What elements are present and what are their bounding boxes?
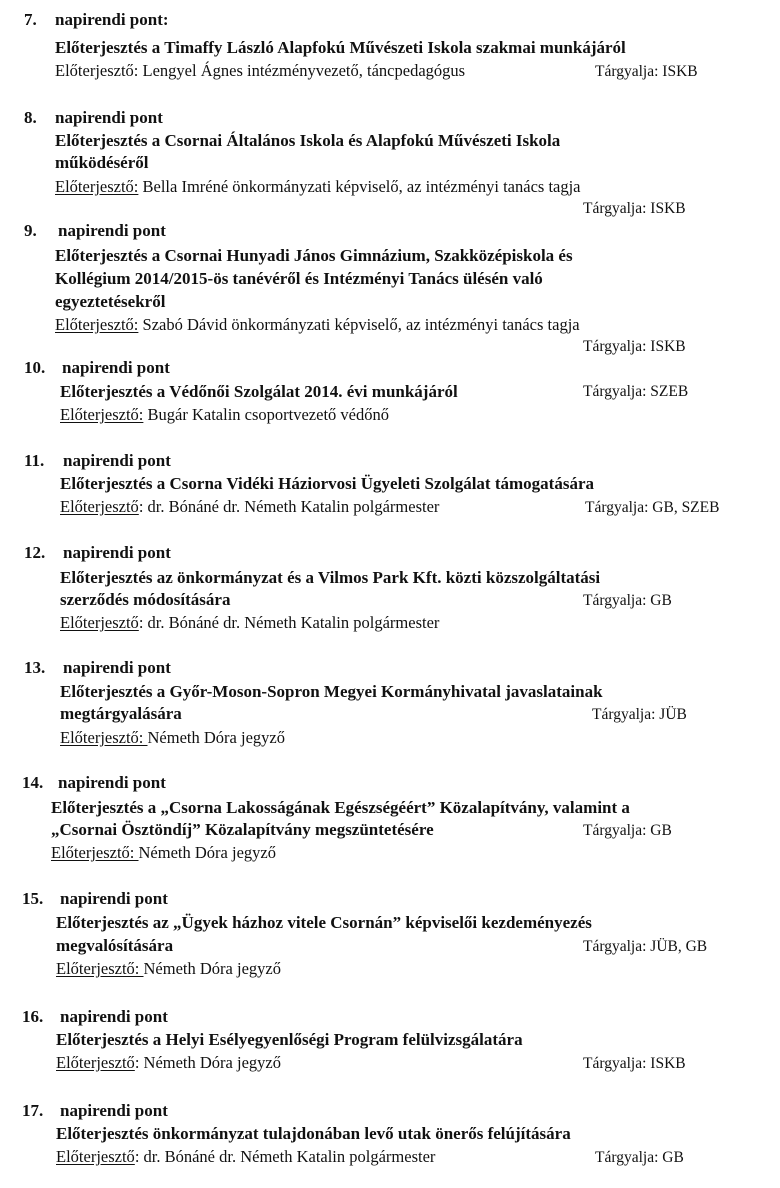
presenter-name: Bugár Katalin csoportvezető védőnő (143, 405, 389, 424)
presenter-name: Lengyel Ágnes intézményvezető, táncpedagógus (138, 61, 466, 80)
item-title-line: Előterjesztés az önkormányzat és a Vilmos Park Kft. közti közszolgáltatási (60, 568, 601, 587)
targyalja: Tárgyalja: GB (583, 822, 672, 839)
item-title-line: szerződés módosítására (60, 590, 231, 609)
presenter-label: Előterjesztő (56, 1053, 135, 1072)
item-heading: napirendi pont (60, 889, 168, 908)
item-heading: napirendi pont (60, 1007, 168, 1026)
item-heading: napirendi pont (63, 451, 171, 470)
presenter-name: Németh Dóra jegyző (138, 843, 276, 862)
presenter (60, 405, 389, 425)
item-number: 7. (24, 10, 37, 29)
item-title-line: Előterjesztés a Győr-Moson-Sopron Megyei Kormányhivatal javaslatainak (60, 682, 603, 701)
presenter (55, 177, 581, 197)
presenter (56, 1147, 435, 1167)
targyalja: Tárgyalja: GB (595, 1149, 684, 1166)
presenter-name: : dr. Bónáné dr. Németh Katalin polgármester (134, 1147, 436, 1166)
item-heading: napirendi pont (60, 1101, 168, 1120)
presenter-label: Előterjesztő: (55, 177, 139, 196)
item-title-line: Előterjesztés a Csornai Hunyadi János Gimnázium, Szakközépiskola és (55, 246, 573, 265)
presenter-label: Előterjesztő: (60, 405, 144, 424)
item-title-line: megtárgyalására (60, 704, 182, 723)
item-title-line: Előterjesztés a Csornai Általános Iskola és Alapfokú Művészeti Iskola (55, 131, 561, 150)
item-number: 10. (24, 358, 46, 377)
targyalja: Tárgyalja: GB, SZEB (585, 499, 720, 516)
item-title-line: Előterjesztés a Csorna Vidéki Háziorvosi Ügyeleti Szolgálat támogatására (60, 474, 594, 493)
item-number: 11. (24, 451, 45, 470)
targyalja: Tárgyalja: SZEB (583, 383, 689, 400)
targyalja: Tárgyalja: ISKB (583, 338, 686, 355)
presenter (56, 1053, 281, 1073)
presenter-label: Előterjesztő: (51, 843, 139, 862)
targyalja: Tárgyalja: GB (583, 592, 672, 609)
item-number: 9. (24, 221, 37, 240)
item-title-line: működéséről (55, 153, 149, 172)
presenter-name: : dr. Bónáné dr. Németh Katalin polgármester (138, 613, 440, 632)
item-heading: napirendi pont (63, 543, 171, 562)
presenter (55, 61, 465, 81)
presenter (51, 843, 276, 863)
targyalja: Tárgyalja: ISKB (583, 1055, 686, 1072)
item-heading: napirendi pont (58, 773, 166, 792)
item-heading: napirendi pont (58, 221, 166, 240)
item-title-line: Előterjesztés önkormányzat tulajdonában levő utak önerős felújítására (56, 1124, 571, 1143)
item-number: 14. (22, 773, 44, 792)
presenter (60, 497, 439, 517)
item-title-line: „Csornai Ösztöndíj” Közalapítvány megszüntetésére (51, 820, 434, 839)
presenter-label: Előterjesztő (60, 497, 139, 516)
presenter-label: Előterjesztő: (55, 315, 139, 334)
presenter-name: Németh Dóra jegyző (147, 728, 285, 747)
item-number: 16. (22, 1007, 44, 1026)
presenter-label: Előterjesztő (56, 1147, 135, 1166)
item-title-line: megvalósítására (56, 936, 174, 955)
item-title-line: Kollégium 2014/2015-ös tanévéről és Intézményi Tanács ülésén való (55, 269, 543, 288)
presenter-label: Előterjesztő (60, 613, 139, 632)
item-heading: napirendi pont (55, 108, 163, 127)
presenter (60, 728, 285, 748)
item-heading: napirendi pont (62, 358, 170, 377)
presenter-label: Előterjesztő: (56, 959, 144, 978)
targyalja: Tárgyalja: JÜB, GB (583, 938, 708, 955)
presenter-name: : dr. Bónáné dr. Németh Katalin polgármester (138, 497, 440, 516)
item-heading: napirendi pont: (55, 10, 169, 29)
presenter-label: Előterjesztő: (60, 728, 148, 747)
item-number: 15. (22, 889, 44, 908)
presenter-name: Szabó Dávid önkormányzati képviselő, az intézményi tanács tagja (138, 315, 580, 334)
presenter (60, 613, 439, 633)
presenter-name: Németh Dóra jegyző (143, 959, 281, 978)
item-number: 13. (24, 658, 46, 677)
presenter (55, 315, 580, 335)
presenter-label: Előterjesztő: (55, 61, 139, 80)
item-title-line: egyeztetésekről (55, 292, 166, 311)
presenter (56, 959, 281, 979)
targyalja: Tárgyalja: ISKB (595, 63, 698, 80)
item-title-line: Előterjesztés az „Ügyek házhoz vitele Csornán” képviselői kezdeményezés (56, 913, 592, 932)
item-title-line: Előterjesztés a Timaffy László Alapfokú Művészeti Iskola szakmai munkájáról (55, 38, 626, 57)
presenter-name: Bella Imréné önkormányzati képviselő, az intézményi tanács tagja (138, 177, 581, 196)
item-number: 8. (24, 108, 37, 127)
targyalja: Tárgyalja: ISKB (583, 200, 686, 217)
item-number: 17. (22, 1101, 44, 1120)
presenter-name: : Németh Dóra jegyző (134, 1053, 281, 1072)
targyalja: Tárgyalja: JÜB (592, 706, 687, 723)
item-title-line: Előterjesztés a Védőnői Szolgálat 2014. évi munkájáról (60, 382, 458, 401)
item-number: 12. (24, 543, 46, 562)
item-title-line: Előterjesztés a „Csorna Lakosságának Egészségéért” Közalapítvány, valamint a (51, 798, 630, 817)
item-title-line: Előterjesztés a Helyi Esélyegyenlőségi Program felülvizsgálatára (56, 1030, 523, 1049)
item-heading: napirendi pont (63, 658, 171, 677)
